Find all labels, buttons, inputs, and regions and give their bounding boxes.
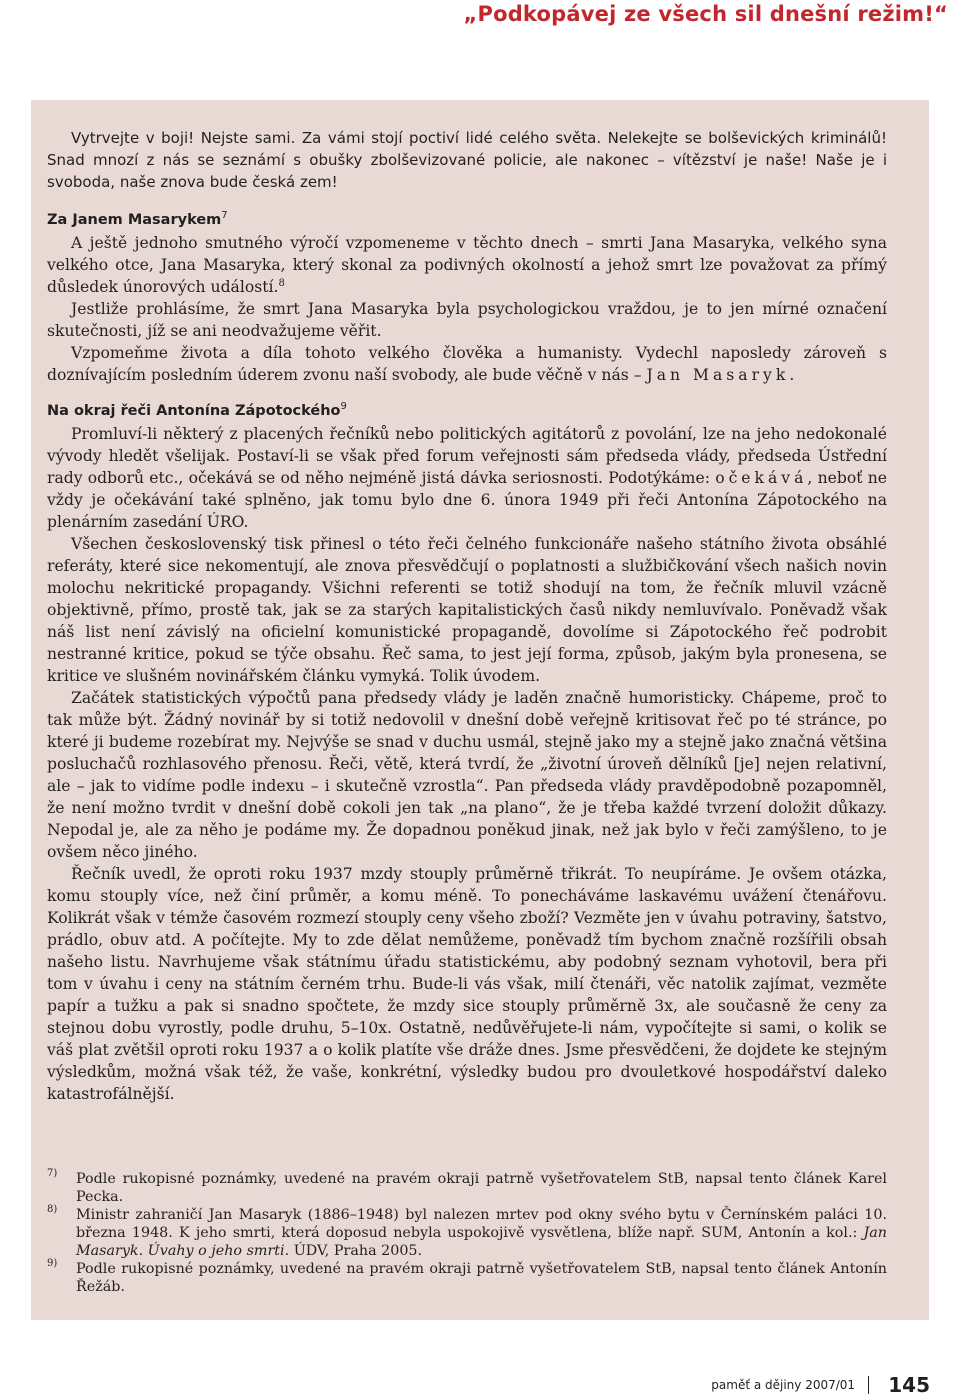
footnote-number: 9)	[47, 1258, 58, 1269]
journal-name: paměť a dějiny 2007/01	[711, 1378, 856, 1392]
footnotes	[47, 1170, 887, 1296]
footnote-9: 9) Podle rukopisné poznámky, uvedené na pravém okraji patrně vyšetřovatelem StB, napsal tento článek Antonín Řežáb.	[47, 1258, 887, 1295]
footnote-ref-7[interactable]: 7	[221, 210, 228, 221]
section-heading-masaryk: Za Janem Masarykem$^7$	[47, 210, 228, 228]
paragraph: Všechen československý tisk přinesl o této řeči čelného funkcionáře našeho státního života obsáhlé referáty, které sice nekomentují, ale znova přesvědčují o poplatnosti a službičkování všech našich novin molochu nekritické propagandy. Všichni referenti se totiž shodují na tom, že řečník mluvil vzácně objektivně, přímo, prostě tak, jak se za starých kapitalistických časů nikdy nemluvívalo. Poněvadž však náš list není závislý na oficielní komunistické propagandě, dovolíme si Zápotockého řeč podrobit nestranné kritice, pokud se týče obsahu. Řeč sama, to jest její forma, způsob, jakým byla pronesena, se kritice ve slušném novinářském článku vymyká. Tolik úvodem.	[47, 535, 887, 685]
footnote-ref-9[interactable]: 9	[340, 401, 347, 412]
spaced-name: Jan Masaryk	[646, 366, 790, 384]
footnote-8: 8) Ministr zahraničí Jan Masaryk (1886–1948) byl nalezen mrtev pod okny svého bytu v Černínském paláci 10. března 1948. K jeho smrti, která doposud nebyla uspokojivě vysvětlena, blíže např. SUM, Antonín a kol.: Jan Masaryk. Úvahy o jeho smrti. ÚDV, Praha 2005.	[47, 1204, 887, 1259]
paragraph: Začátek statistických výpočtů pana předsedy vlády je laděn značně humoristicky. Chápeme, proč to tak může být. Žádný novinář by si totiž nedovolil v dnešní době veřejně kritisovat řeč po té stránce, po které ji budeme rozebírat my. Nejvýše se snad v duchu usmál, stejně jako my a stejně jako značná většina posluchačů rozhlasového přenosu. Řeči, větě, která tvrdí, že „životní úroveň dělníků [je] nejen relativní, ale – jak to vidíme podle indexu – i skutečně vzrostla“. Pan předseda vlády pravděpodobně pozapomněl, že není možno tvrdit v dnešní době cokoli jen tak „na plano“, že je třeba každé tvrzení doložit důkazy. Nepodal je, ale za něho je podáme my. Že dopadnou poněkud jinak, než jak bylo v řeči zamýšleno, to je ovšem něco jiného.	[47, 689, 887, 861]
footer-divider	[868, 1376, 869, 1394]
intro-paragraph: Vytrvejte v boji! Nejste sami. Za vámi stojí poctiví lidé celého světa. Nelekejte se bolševických kriminálů! Snad mnozí z nás se seznámí s obušky zbolševizované policie, ale nakonec – vítězství je naše! Naše je i svoboda, naše znova bude česká zem!	[47, 129, 887, 191]
paragraph: Promluví-li některý z placených řečníků nebo politických agitátorů z povolání, lze na jeho nedokonalé vývody hledět všelijak. Postaví-li se však před forum veřejnosti sám předseda vlády, předseda Ústřední rady odborů etc., očekává se od něho nejméně jistá dávka seriosnosti. Podotýkáme: očekává, neboť ne vždy je očekávání také splněno, jak tomu bylo dne 6. února 1949 při řeči Antonína Zápotockého na plenárním zasedání ÚRO.	[47, 425, 887, 531]
section-heading-zapotocky: Na okraj řeči Antonína Zápotockého$^9$	[47, 401, 347, 419]
page-footer	[711, 1373, 930, 1397]
spaced-word: očekává	[715, 469, 808, 487]
page-number: 145	[888, 1373, 930, 1397]
footnote-number: 8)	[47, 1204, 58, 1215]
paragraph: Jestliže prohlásíme, že smrt Jana Masaryka byla psychologickou vraždou, je to jen mírné označení skutečnosti, jíž se ani neodvažujeme věřit.	[47, 300, 887, 340]
footnote-number: 7)	[47, 1168, 58, 1179]
article-body	[47, 127, 887, 1105]
footnote-ref-8[interactable]: 8	[278, 278, 285, 289]
paragraph: Řečník uvedl, že oproti roku 1937 mzdy stouply průměrně třikrát. To neupíráme. Je ovšem otázka, komu stouply více, než činí průměr, a komu méně. To ponecháváme laskavému uvážení čtenářovu. Kolikrát však v témže časovém rozmezí stouply ceny všeho zboží? Vezměte jen v úvahu potraviny, šatstvo, prádlo, obuv atd. A počítejte. My to zde dělat nemůžeme, poněvadž tím bychom značně rozšířili obsah našeho listu. Navrhujeme však státnímu úřadu statistickému, aby podobný seznam vyhotovil, bera při tom v úvahu i ceny na státním černém trhu. Bude-li vás však, milí čtenáři, věc natolik zajímat, vezměte papír a tužku a pak si snadno spočtete, že mzdy sice stouply průměrně 3x, ale současně že ceny za stejnou dobu vyrostly, podle druhu, 5–10x. Ostatně, nedůvěřujete-li nám, vypočítejte si sami, o kolik se váš plat zvětšil oproti roku 1937 a o kolik platíte vše dráže dnes. Jsme přesvědčeni, že dojdete ke stejným výsledkům, možná však též, že vaše, konkrétní, výsledky budou pro dvouletkové hospodářství daleko katastrofálnější.	[47, 865, 887, 1103]
footnote-7: 7) Podle rukopisné poznámky, uvedené na pravém okraji patrně vyšetřovatelem StB, napsal tento článek Karel Pecka.	[47, 1168, 887, 1205]
paragraph: Vzpomeňme života a díla tohoto velkého člověka a humanisty. Vydechl naposledy zároveň s doznívajícím posledním úderem zvonu naší svobody, ale bude věčně v nás – Jan Masaryk.	[47, 344, 887, 384]
paragraph: A ještě jednoho smutného výročí vzpomeneme v těchto dnech – smrti Jana Masaryka, velkého syna velkého otce, Jana Masaryka, který skonal za podivných okolností a jehož smrt lze považovat za přímý důsledek únorových událostí.$^8$	[47, 234, 887, 296]
running-header: „Podkopávej ze všech sil dnešní režim!“	[463, 2, 948, 26]
